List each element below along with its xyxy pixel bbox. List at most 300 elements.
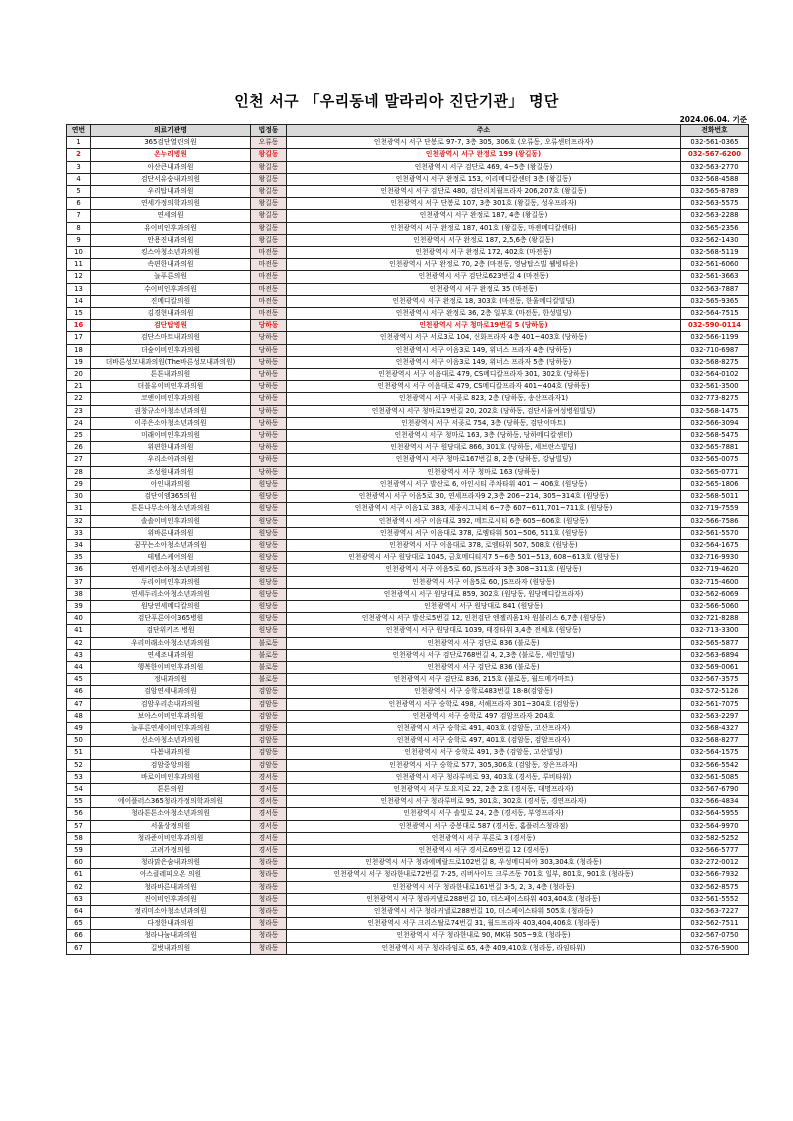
cell-clinic-name: 다봄내과의원 xyxy=(91,747,251,759)
cell-no: 63 xyxy=(67,893,91,905)
cell-no: 55 xyxy=(67,796,91,808)
cell-clinic-name: 미래이비인후과의원 xyxy=(91,430,251,442)
cell-phone: 032-719-7559 xyxy=(681,503,749,515)
cell-address: 인천광역시 서구 이음3로 149, 위너스 프라자 5층 (당하동) xyxy=(287,356,681,368)
cell-no: 12 xyxy=(67,271,91,283)
cell-address: 인천광역시 서구 완정로 70, 2층 (마전동, 영남탑스빌 웰빙타운) xyxy=(287,259,681,271)
cell-phone: 032-561-3663 xyxy=(681,271,749,283)
cell-phone: 032-563-2288 xyxy=(681,210,749,222)
cell-no: 60 xyxy=(67,857,91,869)
cell-dong: 검암동 xyxy=(251,686,287,698)
cell-phone: 032-565-8789 xyxy=(681,186,749,198)
cell-clinic-name: 권창규소아청소년과의원 xyxy=(91,405,251,417)
cell-dong: 경서동 xyxy=(251,808,287,820)
cell-no: 3 xyxy=(67,161,91,173)
table-row xyxy=(67,674,749,686)
cell-no: 14 xyxy=(67,295,91,307)
cell-clinic-name: 속편한내과의원 xyxy=(91,259,251,271)
cell-clinic-name: 수이비인후과의원 xyxy=(91,283,251,295)
table-row xyxy=(67,747,749,759)
cell-dong: 불로동 xyxy=(251,637,287,649)
cell-phone: 032-564-1675 xyxy=(681,539,749,551)
cell-phone: 032-566-5060 xyxy=(681,600,749,612)
cell-phone: 032-569-0061 xyxy=(681,661,749,673)
cell-clinic-name: 연세의원 xyxy=(91,210,251,222)
cell-clinic-name: 늘푸른연세이비인후과의원 xyxy=(91,722,251,734)
cell-dong: 청라동 xyxy=(251,906,287,918)
table-row xyxy=(67,808,749,820)
cell-clinic-name: 더블유이비인후과의원 xyxy=(91,381,251,393)
cell-dong: 원당동 xyxy=(251,503,287,515)
cell-clinic-name: 정내과의원 xyxy=(91,674,251,686)
cell-phone: 032-562-6069 xyxy=(681,588,749,600)
page-title: 인천 서구 「우리동네 말라리아 진단기관」 명단 xyxy=(234,92,559,110)
cell-no: 32 xyxy=(67,515,91,527)
cell-dong: 경서동 xyxy=(251,783,287,795)
cell-clinic-name: 청라나눔내과의원 xyxy=(91,930,251,942)
cell-clinic-name: 온누리병원 xyxy=(91,149,251,161)
cell-address: 인천광역시 서구 완정로 18, 303호 (마전동, 한울메디칼빌딩) xyxy=(287,295,681,307)
cell-clinic-name: 튼튼의원 xyxy=(91,783,251,795)
table-row xyxy=(67,442,749,454)
cell-dong: 청라동 xyxy=(251,918,287,930)
cell-address: 인천광역시 서구 완정로 187, 401호 (왕길동, 마젠메디칼센타) xyxy=(287,222,681,234)
cell-clinic-name: 솔솔이비인후과의원 xyxy=(91,515,251,527)
cell-dong: 경서동 xyxy=(251,832,287,844)
cell-dong: 청라동 xyxy=(251,869,287,881)
cell-phone: 032-590-0114 xyxy=(681,320,749,332)
header-name: 의료기관명 xyxy=(91,125,251,137)
cell-clinic-name: 킹스아청소년과의원 xyxy=(91,247,251,259)
cell-no: 29 xyxy=(67,478,91,490)
cell-address: 인천광역시 서구 청라라임로 65, 4층 409,410호 (청라동, 라임타워) xyxy=(287,942,681,954)
cell-no: 59 xyxy=(67,844,91,856)
cell-phone: 032-568-5119 xyxy=(681,247,749,259)
cell-address: 인천광역시 서구 이음대로 479, CS메디칼프라자 301, 302호 (당하동) xyxy=(287,369,681,381)
cell-dong: 불로동 xyxy=(251,661,287,673)
cell-phone: 032-561-5570 xyxy=(681,527,749,539)
cell-address: 인천광역시 서구 검단로768번길 4, 2,3층 (불로동, 세인빌딩) xyxy=(287,649,681,661)
table-row xyxy=(67,356,749,368)
table-row xyxy=(67,283,749,295)
cell-address: 인천광역시 서구 승학로483번길 18-8(검암동) xyxy=(287,686,681,698)
cell-clinic-name: 아인내과의원 xyxy=(91,478,251,490)
cell-no: 30 xyxy=(67,491,91,503)
cell-dong: 당하동 xyxy=(251,454,287,466)
cell-phone: 032-565-9365 xyxy=(681,295,749,307)
cell-no: 26 xyxy=(67,442,91,454)
cell-dong: 왕길동 xyxy=(251,149,287,161)
cell-clinic-name: 진이비인후과의원 xyxy=(91,893,251,905)
cell-no: 21 xyxy=(67,381,91,393)
table-row xyxy=(67,198,749,210)
table-row xyxy=(67,478,749,490)
table-row xyxy=(67,783,749,795)
cell-no: 67 xyxy=(67,942,91,954)
table-row xyxy=(67,942,749,954)
cell-dong: 왕길동 xyxy=(251,186,287,198)
cell-clinic-name: 튼튼내과의원 xyxy=(91,369,251,381)
table-row xyxy=(67,308,749,320)
cell-dong: 원당동 xyxy=(251,576,287,588)
cell-no: 51 xyxy=(67,747,91,759)
cell-clinic-name: 아산큰내과의원 xyxy=(91,161,251,173)
cell-dong: 검암동 xyxy=(251,710,287,722)
cell-no: 8 xyxy=(67,222,91,234)
cell-phone: 032-568-8277 xyxy=(681,735,749,747)
cell-dong: 경서동 xyxy=(251,771,287,783)
cell-no: 6 xyxy=(67,198,91,210)
cell-address: 인천광역시 서구 청라한내로 90, MK뷰 505~9호 (청라동) xyxy=(287,930,681,942)
cell-address: 인천광역시 서구 승학로 577, 305,306호 (검암동, 장은프라자) xyxy=(287,759,681,771)
cell-address: 인천광역시 서구 청라커낼로288번길 10, 더스페이스타워 403,404호 (청라동) xyxy=(287,893,681,905)
cell-no: 62 xyxy=(67,881,91,893)
cell-dong: 불로동 xyxy=(251,649,287,661)
cell-address: 인천광역시 서구 완정로 35 (마전동) xyxy=(287,283,681,295)
cell-phone: 032-566-5777 xyxy=(681,844,749,856)
cell-phone: 032-567-6790 xyxy=(681,783,749,795)
cell-clinic-name: 연세가정의학과의원 xyxy=(91,198,251,210)
table-row xyxy=(67,344,749,356)
cell-dong: 왕길동 xyxy=(251,210,287,222)
table-row xyxy=(67,539,749,551)
table-row xyxy=(67,234,749,246)
cell-no: 45 xyxy=(67,674,91,686)
table-row xyxy=(67,417,749,429)
cell-phone: 032-567-0750 xyxy=(681,930,749,942)
cell-address: 인천광역시 서구 단봉로 107, 3층 301호 (왕길동, 성우프라자) xyxy=(287,198,681,210)
cell-dong: 경서동 xyxy=(251,844,287,856)
table-header-row xyxy=(67,125,749,137)
table-row xyxy=(67,771,749,783)
cell-clinic-name: 조성원내과의원 xyxy=(91,466,251,478)
cell-dong: 검암동 xyxy=(251,759,287,771)
cell-no: 36 xyxy=(67,564,91,576)
cell-clinic-name: 청라맑은숨내과의원 xyxy=(91,857,251,869)
table-row xyxy=(67,173,749,185)
header-phone: 전화번호 xyxy=(681,125,749,137)
cell-address: 인천광역시 서구 검단로623번길 4 (마전동) xyxy=(287,271,681,283)
cell-clinic-name: 검암연세내과의원 xyxy=(91,686,251,698)
cell-dong: 검암동 xyxy=(251,722,287,734)
cell-no: 66 xyxy=(67,930,91,942)
cell-phone: 032-563-5575 xyxy=(681,198,749,210)
cell-dong: 오류동 xyxy=(251,137,287,149)
table-row xyxy=(67,918,749,930)
cell-no: 52 xyxy=(67,759,91,771)
table-row xyxy=(67,649,749,661)
cell-clinic-name: 아스클레피오온 의원 xyxy=(91,869,251,881)
table-row xyxy=(67,332,749,344)
cell-no: 49 xyxy=(67,722,91,734)
cell-no: 50 xyxy=(67,735,91,747)
cell-clinic-name: 바로이비인후과의원 xyxy=(91,771,251,783)
cell-address: 인천광역시 서구 원당대로 859, 302호 (원당동, 원당메디칼프라자) xyxy=(287,588,681,600)
cell-dong: 청라동 xyxy=(251,881,287,893)
cell-dong: 마전동 xyxy=(251,259,287,271)
table-row xyxy=(67,222,749,234)
table-row xyxy=(67,600,749,612)
cell-no: 41 xyxy=(67,625,91,637)
table-row xyxy=(67,393,749,405)
cell-no: 7 xyxy=(67,210,91,222)
cell-dong: 왕길동 xyxy=(251,161,287,173)
cell-address: 인천광역시 서구 이음1로 383, 세종시그니쳐 6~7층 607~611,701~711호 (원당동) xyxy=(287,503,681,515)
cell-phone: 032-713-3300 xyxy=(681,625,749,637)
cell-dong: 검암동 xyxy=(251,698,287,710)
cell-address: 인천광역시 서구 완정로 153, 이리메디칼센터 3층 (왕길동) xyxy=(287,173,681,185)
cell-no: 18 xyxy=(67,344,91,356)
clinic-table xyxy=(66,124,749,955)
table-row xyxy=(67,857,749,869)
cell-dong: 원당동 xyxy=(251,552,287,564)
cell-phone: 032-564-9970 xyxy=(681,820,749,832)
cell-clinic-name: 검암우리손내과의원 xyxy=(91,698,251,710)
cell-dong: 청라동 xyxy=(251,942,287,954)
cell-clinic-name: 튼튼나무소아청소년과의원 xyxy=(91,503,251,515)
cell-address: 인천광역시 서구 승학로 497, 401호 (검암동, 검암프라자) xyxy=(287,735,681,747)
cell-phone: 032-565-2356 xyxy=(681,222,749,234)
cell-phone: 032-564-0102 xyxy=(681,369,749,381)
cell-address: 인천광역시 서구 검단로 836, 215호 (불로동, 월드메가마트) xyxy=(287,674,681,686)
cell-dong: 원당동 xyxy=(251,478,287,490)
cell-dong: 청라동 xyxy=(251,930,287,942)
table-row xyxy=(67,893,749,905)
cell-phone: 032-719-4620 xyxy=(681,564,749,576)
cell-dong: 원당동 xyxy=(251,527,287,539)
cell-dong: 원당동 xyxy=(251,564,287,576)
table-row xyxy=(67,259,749,271)
cell-dong: 마전동 xyxy=(251,308,287,320)
cell-clinic-name: 늘푸른의원 xyxy=(91,271,251,283)
table-row xyxy=(67,832,749,844)
cell-phone: 032-561-5085 xyxy=(681,771,749,783)
cell-no: 46 xyxy=(67,686,91,698)
cell-address: 인천광역시 서구 이음대로 378, 로엠타워 501~506, 511호 (원당동) xyxy=(287,527,681,539)
cell-address: 인천광역시 서구 청라루비로 95, 301호, 302호 (경서동, 경연프라자) xyxy=(287,796,681,808)
cell-phone: 032-721-8288 xyxy=(681,613,749,625)
cell-dong: 당하동 xyxy=(251,381,287,393)
cell-no: 54 xyxy=(67,783,91,795)
cell-phone: 032-565-1806 xyxy=(681,478,749,490)
cell-phone: 032-566-7932 xyxy=(681,869,749,881)
cell-no: 38 xyxy=(67,588,91,600)
cell-no: 34 xyxy=(67,539,91,551)
table-row xyxy=(67,466,749,478)
cell-phone: 032-567-6200 xyxy=(681,149,749,161)
table-row xyxy=(67,405,749,417)
cell-clinic-name: 서울상정의원 xyxy=(91,820,251,832)
cell-no: 58 xyxy=(67,832,91,844)
cell-address: 인천광역시 서구 이음3로 149, 위너스 프라자 4층 (당하동) xyxy=(287,344,681,356)
cell-clinic-name: 에이플러스365청라가정의학과의원 xyxy=(91,796,251,808)
cell-address: 인천광역시 서구 검단로 836 (불로동) xyxy=(287,661,681,673)
cell-clinic-name: 우리소아과의원 xyxy=(91,454,251,466)
cell-address: 인천광역시 서구 이음대로 479, CS메디칼프라자 401~404호 (당하동) xyxy=(287,381,681,393)
cell-address: 인천광역시 서구 완정로 199 (왕길동) xyxy=(287,149,681,161)
cell-dong: 경서동 xyxy=(251,796,287,808)
cell-clinic-name: 선소아청소년과의원 xyxy=(91,735,251,747)
table-row xyxy=(67,735,749,747)
cell-address: 인천광역시 서구 청라에메랄드로102번길 8, 우성메디피아 303,304호 (청라동) xyxy=(287,857,681,869)
cell-clinic-name: 코앤이비인후과의원 xyxy=(91,393,251,405)
cell-clinic-name: 연세조내과의원 xyxy=(91,649,251,661)
cell-address: 인천광역시 서구 청라한내로161번길 3-5, 2, 3, 4층 (청라동) xyxy=(287,881,681,893)
cell-address: 인천광역시 서구 중봉대로 587 (경서동, 홈플러스청라점) xyxy=(287,820,681,832)
cell-dong: 당하동 xyxy=(251,442,287,454)
cell-dong: 원당동 xyxy=(251,613,287,625)
table-row xyxy=(67,491,749,503)
cell-no: 25 xyxy=(67,430,91,442)
cell-dong: 당하동 xyxy=(251,466,287,478)
table-row xyxy=(67,247,749,259)
cell-no: 56 xyxy=(67,808,91,820)
cell-no: 35 xyxy=(67,552,91,564)
cell-clinic-name: 안용진내과의원 xyxy=(91,234,251,246)
cell-address: 인천광역시 서구 청마로167번길 8, 2층 (당하동, 강남빌딩) xyxy=(287,454,681,466)
table-row xyxy=(67,381,749,393)
cell-no: 13 xyxy=(67,283,91,295)
cell-phone: 032-566-1199 xyxy=(681,332,749,344)
cell-dong: 왕길동 xyxy=(251,234,287,246)
cell-phone: 032-716-9930 xyxy=(681,552,749,564)
cell-address: 인천광역시 서구 이음5로 60, JS프라자 3층 308~311호 (원당동) xyxy=(287,564,681,576)
cell-clinic-name: 검단위키즈 병원 xyxy=(91,625,251,637)
cell-no: 11 xyxy=(67,259,91,271)
cell-clinic-name: 검암중앙의원 xyxy=(91,759,251,771)
cell-phone: 032-562-1430 xyxy=(681,234,749,246)
cell-address: 인천광역시 서구 이음5로 30, 연세프라자9 2,3층 206~214, 305~314호 (원당동) xyxy=(287,491,681,503)
table-row xyxy=(67,796,749,808)
cell-address: 인천광역시 서구 서로3로 104, 신화프라자 4층 401~403호 (당하동) xyxy=(287,332,681,344)
table-row xyxy=(67,722,749,734)
cell-address: 인천광역시 서구 청마로19번길 5 (당하동) xyxy=(287,320,681,332)
cell-no: 47 xyxy=(67,698,91,710)
cell-dong: 당하동 xyxy=(251,320,287,332)
cell-phone: 032-773-8275 xyxy=(681,393,749,405)
cell-clinic-name: 위바른내과의원 xyxy=(91,527,251,539)
cell-address: 인천광역시 서구 발산로 6, 아인시티 주차타워 401 ~ 406호 (원당동) xyxy=(287,478,681,490)
cell-phone: 032-565-0771 xyxy=(681,466,749,478)
cell-no: 42 xyxy=(67,637,91,649)
cell-dong: 왕길동 xyxy=(251,222,287,234)
cell-clinic-name: 청라준이비인후과의원 xyxy=(91,832,251,844)
cell-address: 인천광역시 서구 완정로 187, 4층 (왕길동) xyxy=(287,210,681,222)
cell-phone: 032-576-5900 xyxy=(681,942,749,954)
cell-address: 인천광역시 서구 솔빛로 24, 2층 (경서동, 부영프라자) xyxy=(287,808,681,820)
cell-dong: 원당동 xyxy=(251,588,287,600)
table-row xyxy=(67,161,749,173)
cell-clinic-name: 우리탑내과의원 xyxy=(91,186,251,198)
cell-clinic-name: 보아스이비인후과의원 xyxy=(91,710,251,722)
cell-clinic-name: 더바른성모내과의원(The바른성모내과의원) xyxy=(91,356,251,368)
cell-address: 인천광역시 서구 청마로 163, 3층 (당하동, 당하메디칼센터) xyxy=(287,430,681,442)
cell-clinic-name: 검단푸른아이365병원 xyxy=(91,613,251,625)
cell-clinic-name: 연세키린소아청소년과의원 xyxy=(91,564,251,576)
cell-phone: 032-565-0075 xyxy=(681,454,749,466)
cell-no: 37 xyxy=(67,576,91,588)
as-of-date: 2024.06.04. 기준 xyxy=(679,115,747,124)
table-row xyxy=(67,515,749,527)
cell-dong: 원당동 xyxy=(251,539,287,551)
cell-dong: 당하동 xyxy=(251,369,287,381)
cell-no: 1 xyxy=(67,137,91,149)
cell-address: 인천광역시 서구 발산로5번길 12, 인천검단 엔젤리움1차 원블리스 6,7층 (원당동) xyxy=(287,613,681,625)
cell-phone: 032-568-5011 xyxy=(681,491,749,503)
cell-no: 20 xyxy=(67,369,91,381)
cell-address: 인천광역시 서구 이음대로 378, 로엠타워 507, 508호 (원당동) xyxy=(287,539,681,551)
cell-dong: 왕길동 xyxy=(251,173,287,185)
table-row xyxy=(67,698,749,710)
cell-phone: 032-572-5126 xyxy=(681,686,749,698)
cell-clinic-name: 청라튼튼소아청소년과의원 xyxy=(91,808,251,820)
cell-phone: 032-565-7881 xyxy=(681,442,749,454)
cell-no: 48 xyxy=(67,710,91,722)
table-row xyxy=(67,454,749,466)
cell-clinic-name: 김경현내과의원 xyxy=(91,308,251,320)
table-row xyxy=(67,613,749,625)
cell-phone: 032-568-4327 xyxy=(681,722,749,734)
cell-no: 4 xyxy=(67,173,91,185)
cell-phone: 032-710-6987 xyxy=(681,344,749,356)
cell-address: 인천광역시 서구 서곶로 823, 2층 (당하동, 송산프라자1) xyxy=(287,393,681,405)
cell-dong: 불로동 xyxy=(251,674,287,686)
cell-clinic-name: 길벗내과의원 xyxy=(91,942,251,954)
cell-phone: 032-566-5542 xyxy=(681,759,749,771)
cell-phone: 032-568-5475 xyxy=(681,430,749,442)
table-row xyxy=(67,869,749,881)
cell-address: 인천광역시 서구 청라루비로 93, 403호 (경서동, 루비타워) xyxy=(287,771,681,783)
cell-phone: 032-564-7515 xyxy=(681,308,749,320)
cell-phone: 032-561-7075 xyxy=(681,698,749,710)
cell-address: 인천광역시 서구 검단로 836 (불로동) xyxy=(287,637,681,649)
cell-address: 인천광역시 서구 서곶로 754, 3층 (당하동, 검단이마트) xyxy=(287,417,681,429)
cell-phone: 032-564-1575 xyxy=(681,747,749,759)
table-row xyxy=(67,564,749,576)
table-row xyxy=(67,759,749,771)
table-row xyxy=(67,552,749,564)
cell-clinic-name: 365검단열린의원 xyxy=(91,137,251,149)
table-row xyxy=(67,637,749,649)
cell-clinic-name: 정리미소아청소년과의원 xyxy=(91,906,251,918)
cell-no: 2 xyxy=(67,149,91,161)
cell-address: 인천광역시 서구 승학로 498, 서해프라자 301~304호 (검암동) xyxy=(287,698,681,710)
cell-phone: 032-563-6894 xyxy=(681,649,749,661)
cell-phone: 032-582-5252 xyxy=(681,832,749,844)
cell-address: 인천광역시 서구 크리스탈로74번길 31, 월드프라자 403,404,406호 (청라동) xyxy=(287,918,681,930)
cell-clinic-name: 두리이비인후과의원 xyxy=(91,576,251,588)
cell-clinic-name: 다정한내과의원 xyxy=(91,918,251,930)
cell-no: 65 xyxy=(67,918,91,930)
cell-dong: 마전동 xyxy=(251,283,287,295)
cell-phone: 032-568-1475 xyxy=(681,405,749,417)
cell-clinic-name: 유이비인후과의원 xyxy=(91,222,251,234)
cell-no: 64 xyxy=(67,906,91,918)
cell-address: 인천광역시 서구 청라한내로72번길 7-25, 리버사이드 크루즈동 701호 일부, 801호, 901호 (청라동) xyxy=(287,869,681,881)
cell-phone: 032-563-2770 xyxy=(681,161,749,173)
cell-no: 15 xyxy=(67,308,91,320)
cell-no: 16 xyxy=(67,320,91,332)
cell-phone: 032-561-0365 xyxy=(681,137,749,149)
cell-dong: 경서동 xyxy=(251,820,287,832)
cell-phone: 032-566-7586 xyxy=(681,515,749,527)
header-dong: 법정동 xyxy=(251,125,287,137)
cell-address: 인천광역시 서구 승학로 491, 403호 (검암동, 고산프라자) xyxy=(287,722,681,734)
cell-clinic-name: 테텔스케어의원 xyxy=(91,552,251,564)
cell-clinic-name: 고려가정의원 xyxy=(91,844,251,856)
cell-clinic-name: 원당연세메디칼의원 xyxy=(91,600,251,612)
cell-phone: 032-563-7227 xyxy=(681,906,749,918)
